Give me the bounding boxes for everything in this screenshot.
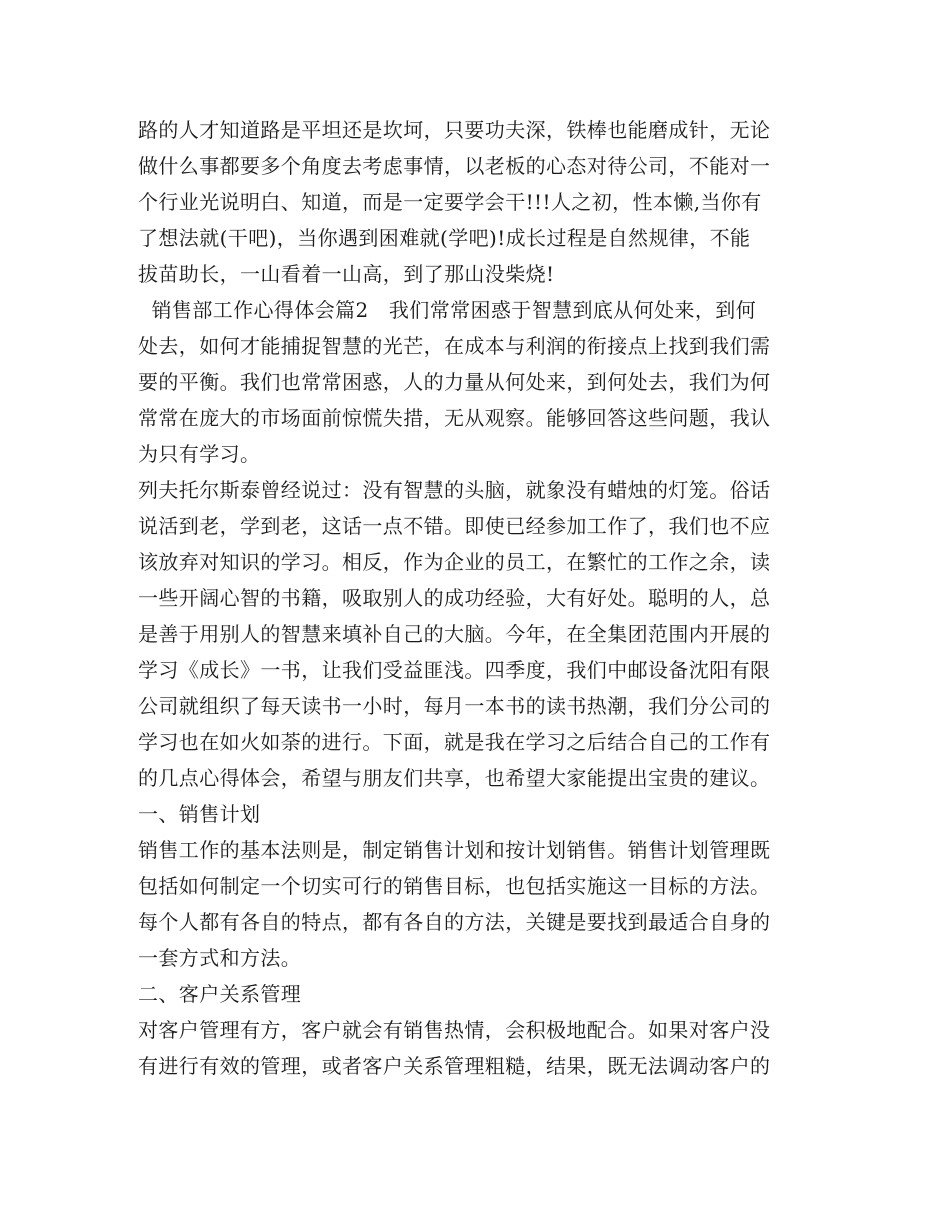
text-line: 列夫托尔斯泰曾经说过：没有智慧的头脑，就象没有蜡烛的灯笼。俗话 [138, 478, 771, 502]
document-body [138, 112, 818, 1084]
text-line: 个行业光说明白、知道，而是一定要学会干!!!人之初，性本懒,当你有 [138, 190, 762, 214]
text-line: 每个人都有各自的特点，都有各自的方法，关键是要找到最适合自身的 [138, 910, 771, 934]
text-line: 了想法就(干吧)，当你遇到困难就(学吧)!成长过程是自然规律，不能 [138, 226, 751, 250]
text-line: 一套方式和方法。 [138, 946, 302, 970]
text-line: 学习也在如火如荼的进行。下面，就是我在学习之后结合自己的工作有 [138, 730, 771, 754]
text-line: 处去，如何才能捕捉智慧的光芒，在成本与利润的衔接点上找到我们需 [138, 334, 771, 358]
text-line: 有进行有效的管理，或者客户关系管理粗糙，结果，既无法调动客户的 [138, 1054, 771, 1078]
heading-sales-plan: 一、销售计划 [138, 802, 261, 826]
text-line: 对客户管理有方，客户就会有销售热情，会积极地配合。如果对客户没 [138, 1018, 771, 1042]
text-line: 拔苗助长，一山看着一山高，到了那山没柴烧! [138, 262, 555, 286]
text-line: 销售工作的基本法则是，制定销售计划和按计划销售。销售计划管理既 [138, 838, 771, 862]
text-line: 说活到老，学到老，这话一点不错。即使已经参加工作了，我们也不应 [138, 514, 771, 538]
text-line: 路的人才知道路是平坦还是坎坷，只要功夫深，铁棒也能磨成针，无论 [138, 118, 771, 142]
text-line: 该放弃对知识的学习。相反，作为企业的员工，在繁忙的工作之余，读 [138, 550, 771, 574]
text-line: 包括如何制定一个切实可行的销售目标，也包括实施这一目标的方法。 [138, 874, 771, 898]
heading-customer-relations: 二、客户关系管理 [138, 982, 302, 1006]
text-line: 做什么事都要多个角度去考虑事情，以老板的心态对待公司，不能对一 [138, 154, 771, 178]
section-heading-line: 销售部工作心得体会篇2 我们常常困惑于智慧到底从何处来，到何 [138, 298, 757, 322]
text-line: 一些开阔心智的书籍，吸取别人的成功经验，大有好处。聪明的人，总 [138, 586, 771, 610]
text-line: 为只有学习。 [138, 442, 261, 466]
text-line: 的几点心得体会，希望与朋友们共享，也希望大家能提出宝贵的建议。 [138, 766, 771, 790]
text-line: 公司就组织了每天读书一小时，每月一本书的读书热潮，我们分公司的 [138, 694, 771, 718]
text-line: 学习《成长》一书，让我们受益匪浅。四季度，我们中邮设备沈阳有限 [138, 658, 771, 682]
text-line: 是善于用别人的智慧来填补自己的大脑。今年，在全集团范围内开展的 [138, 622, 771, 646]
text-line: 要的平衡。我们也常常困惑，人的力量从何处来，到何处去，我们为何 [138, 370, 771, 394]
text-line: 常常在庞大的市场面前惊慌失措，无从观察。能够回答这些问题，我认 [138, 406, 771, 430]
